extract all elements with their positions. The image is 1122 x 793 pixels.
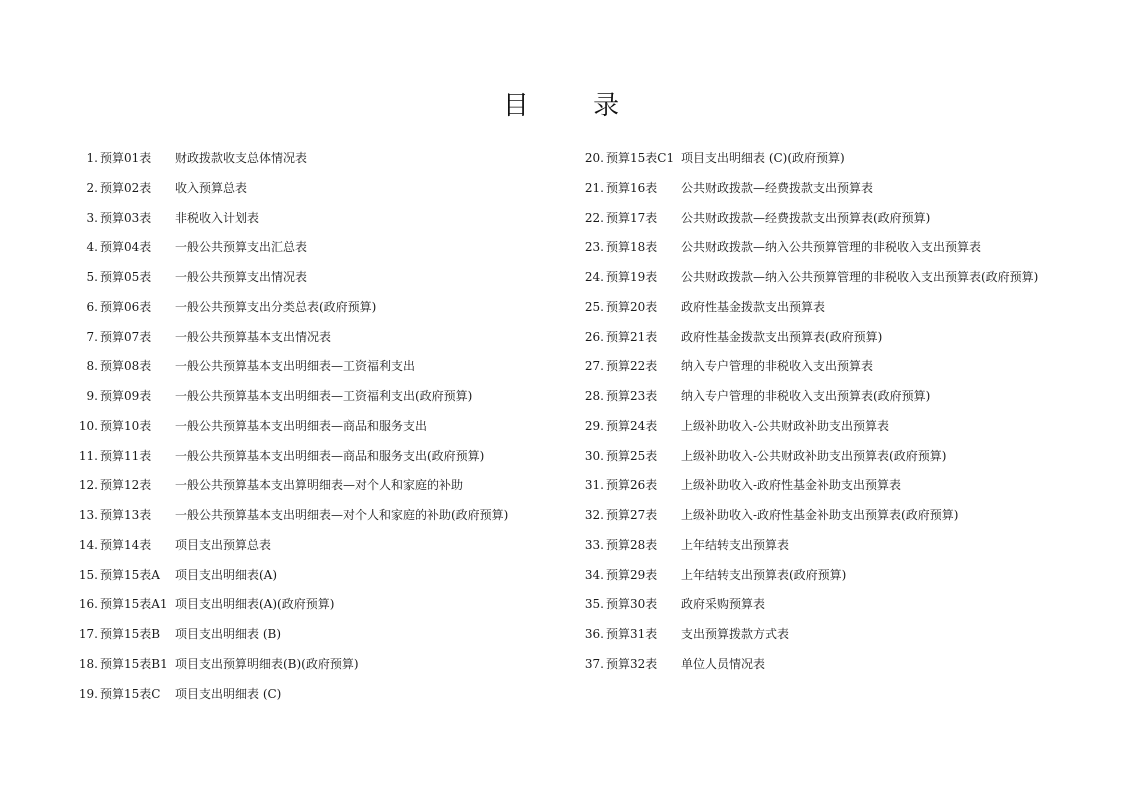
entry-number: 24. — [584, 270, 604, 284]
entry-number: 34. — [584, 567, 604, 582]
entry-title: 项目支出明细表(A) — [175, 567, 278, 582]
entry-title: 上年结转支出预算表 — [681, 537, 790, 552]
entry-title: 公共财政拨款—纳入公共预算管理的非税收入支出预算表(政府预算) — [681, 270, 1039, 284]
entry-table-code: 预算31表 — [606, 627, 658, 641]
toc-entry[interactable] — [72, 323, 552, 353]
entry-number: 32. — [584, 508, 604, 522]
page-title: 目 录 — [502, 91, 648, 121]
entry-number: 19. — [78, 686, 98, 701]
entry-table-code: 预算14表 — [100, 537, 152, 552]
entry-title: 一般公共预算支出分类总表(政府预算) — [175, 299, 377, 314]
entry-table-code: 预算19表 — [606, 270, 658, 284]
entry-number: 27. — [584, 359, 604, 374]
entry-table-code: 预算08表 — [100, 359, 152, 374]
toc-entry[interactable] — [578, 293, 1098, 323]
entry-number: 10. — [78, 418, 98, 433]
toc-entry[interactable] — [578, 561, 1098, 591]
entry-table-code: 预算18表 — [606, 240, 658, 255]
toc-entry[interactable] — [72, 352, 552, 382]
entry-title: 一般公共预算基本支出明细表—商品和服务支出(政府预算) — [175, 448, 485, 463]
entry-number: 11. — [78, 448, 98, 463]
entry-title: 政府采购预算表 — [681, 597, 766, 612]
entry-table-code: 预算30表 — [606, 597, 658, 612]
entry-table-code: 预算25表 — [606, 448, 658, 463]
toc-entry[interactable] — [578, 352, 1098, 382]
toc-entry[interactable] — [72, 650, 552, 680]
entry-number: 3. — [86, 210, 98, 225]
entry-table-code: 预算17表 — [606, 210, 658, 225]
entry-number: 8. — [86, 359, 98, 374]
entry-number: 12. — [78, 478, 98, 493]
entry-title: 收入预算总表 — [175, 180, 248, 195]
entry-title: 一般公共预算基本支出明细表—工资福利支出 — [175, 359, 416, 374]
entry-number: 5. — [86, 270, 98, 284]
entry-title: 一般公共预算基本支出情况表 — [175, 329, 332, 344]
entry-number: 23. — [584, 240, 604, 255]
entry-table-code: 预算13表 — [100, 508, 152, 522]
entry-number: 31. — [584, 478, 604, 493]
entry-title: 上级补助收入-政府性基金补助支出预算表 — [681, 478, 902, 493]
toc-left-column — [72, 144, 552, 709]
entry-number: 33. — [584, 537, 604, 552]
entry-number: 29. — [584, 418, 604, 433]
toc-entry[interactable] — [72, 293, 552, 323]
entry-table-code: 预算06表 — [100, 299, 152, 314]
entry-table-code: 预算24表 — [606, 418, 658, 433]
entry-title: 支出预算拨款方式表 — [681, 627, 790, 641]
entry-title: 上年结转支出预算表(政府预算) — [681, 567, 847, 582]
toc-entry[interactable] — [72, 144, 552, 174]
entry-number: 20. — [584, 151, 604, 165]
entry-number: 21. — [584, 180, 604, 195]
toc-entry[interactable] — [72, 620, 552, 650]
entry-title: 上级补助收入-政府性基金补助支出预算表(政府预算) — [681, 508, 959, 522]
entry-table-code: 预算07表 — [100, 329, 152, 344]
entry-number: 13. — [78, 508, 98, 522]
toc-entry[interactable] — [578, 233, 1098, 263]
entry-number: 6. — [86, 299, 98, 314]
toc-entry[interactable] — [72, 561, 552, 591]
entry-title: 政府性基金拨款支出预算表(政府预算) — [681, 329, 883, 344]
entry-number: 7. — [86, 329, 98, 344]
entry-number: 26. — [584, 329, 604, 344]
entry-number: 17. — [78, 627, 98, 641]
toc-entry[interactable] — [72, 204, 552, 234]
toc-entry[interactable] — [578, 471, 1098, 501]
entry-title: 项目支出明细表(A)(政府预算) — [175, 597, 335, 612]
toc-entry[interactable] — [72, 531, 552, 561]
toc-entry[interactable] — [578, 501, 1098, 531]
entry-title: 一般公共预算支出情况表 — [175, 270, 308, 284]
entry-table-code: 预算15表B1 — [100, 656, 168, 671]
entry-number: 2. — [86, 180, 98, 195]
entry-number: 22. — [584, 210, 604, 225]
toc-entry[interactable] — [578, 263, 1098, 293]
entry-title: 财政拨款收支总体情况表 — [175, 151, 308, 165]
entry-table-code: 预算03表 — [100, 210, 152, 225]
entry-number: 1. — [86, 151, 98, 165]
entry-table-code: 预算15表C — [100, 686, 161, 701]
entry-number: 14. — [78, 537, 98, 552]
entry-title: 公共财政拨款—纳入公共预算管理的非税收入支出预算表 — [681, 240, 982, 255]
entry-table-code: 预算15表C1 — [606, 151, 675, 165]
entry-title: 一般公共预算支出汇总表 — [175, 240, 308, 255]
entry-title: 公共财政拨款—经费拨款支出预算表 — [681, 180, 874, 195]
toc-entry[interactable] — [578, 412, 1098, 442]
entry-title: 一般公共预算基本支出明细表—商品和服务支出 — [175, 418, 428, 433]
toc-entry[interactable] — [72, 501, 552, 531]
entry-table-code: 预算23表 — [606, 389, 658, 403]
entry-title: 一般公共预算基本支出算明细表—对个人和家庭的补助 — [175, 478, 464, 493]
entry-table-code: 预算01表 — [100, 151, 152, 165]
entry-table-code: 预算15表A — [100, 567, 160, 582]
entry-table-code: 预算26表 — [606, 478, 658, 493]
entry-table-code: 预算16表 — [606, 180, 658, 195]
toc-entry[interactable] — [578, 204, 1098, 234]
entry-table-code: 预算12表 — [100, 478, 152, 493]
entry-number: 9. — [86, 389, 98, 403]
toc-entry[interactable] — [72, 442, 552, 472]
entry-title: 政府性基金拨款支出预算表 — [681, 299, 826, 314]
entry-number: 37. — [584, 656, 604, 671]
entry-table-code: 预算15表A1 — [100, 597, 168, 612]
entry-table-code: 预算04表 — [100, 240, 152, 255]
entry-number: 30. — [584, 448, 604, 463]
entry-table-code: 预算28表 — [606, 537, 658, 552]
entry-title: 项目支出明细表 (B) — [175, 627, 281, 641]
entry-title: 项目支出预算明细表(B)(政府预算) — [175, 656, 359, 671]
entry-table-code: 预算27表 — [606, 508, 658, 522]
entry-table-code: 预算09表 — [100, 389, 152, 403]
toc-entry[interactable] — [72, 382, 552, 412]
toc-entry[interactable] — [578, 144, 1098, 174]
entry-number: 35. — [584, 597, 604, 612]
entry-title: 非税收入计划表 — [175, 210, 260, 225]
entry-title: 一般公共预算基本支出明细表—工资福利支出(政府预算) — [175, 389, 473, 403]
entry-title: 项目支出预算总表 — [175, 537, 272, 552]
entry-table-code: 预算21表 — [606, 329, 658, 344]
entry-number: 25. — [584, 299, 604, 314]
toc-entry[interactable] — [578, 620, 1098, 650]
toc-entry[interactable] — [72, 263, 552, 293]
toc-entry[interactable] — [72, 471, 552, 501]
entry-table-code: 预算29表 — [606, 567, 658, 582]
entry-title: 项目支出明细表 (C)(政府预算) — [681, 151, 845, 165]
toc-entry[interactable] — [72, 233, 552, 263]
entry-title: 上级补助收入-公共财政补助支出预算表(政府预算) — [681, 448, 947, 463]
entry-table-code: 预算32表 — [606, 656, 658, 671]
entry-table-code: 预算15表B — [100, 627, 161, 641]
entry-number: 4. — [86, 240, 98, 255]
toc-right-column — [578, 144, 1098, 680]
entry-number: 18. — [78, 656, 98, 671]
entry-table-code: 预算20表 — [606, 299, 658, 314]
entry-table-code: 预算11表 — [100, 448, 152, 463]
entry-table-code: 预算02表 — [100, 180, 152, 195]
toc-entry[interactable] — [578, 174, 1098, 204]
toc-entry[interactable] — [578, 382, 1098, 412]
entry-title: 纳入专户管理的非税收入支出预算表(政府预算) — [681, 389, 931, 403]
toc-entry[interactable] — [72, 174, 552, 204]
entry-title: 项目支出明细表 (C) — [175, 686, 282, 701]
toc-entry[interactable] — [578, 442, 1098, 472]
entry-table-code: 预算10表 — [100, 418, 152, 433]
entry-table-code: 预算22表 — [606, 359, 658, 374]
entry-number: 36. — [584, 627, 604, 641]
toc-entry[interactable] — [578, 323, 1098, 353]
toc-entry[interactable] — [578, 650, 1098, 680]
toc-entry[interactable] — [72, 590, 552, 620]
entry-number: 16. — [78, 597, 98, 612]
entry-title: 纳入专户管理的非税收入支出预算表 — [681, 359, 874, 374]
toc-entry[interactable] — [578, 531, 1098, 561]
toc-entry[interactable] — [578, 590, 1098, 620]
entry-table-code: 预算05表 — [100, 270, 152, 284]
toc-entry[interactable] — [72, 680, 552, 710]
entry-number: 15. — [78, 567, 98, 582]
toc-entry[interactable] — [72, 412, 552, 442]
entry-title: 公共财政拨款—经费拨款支出预算表(政府预算) — [681, 210, 931, 225]
entry-number: 28. — [584, 389, 604, 403]
entry-title: 上级补助收入-公共财政补助支出预算表 — [681, 418, 890, 433]
entry-title: 单位人员情况表 — [681, 656, 766, 671]
entry-title: 一般公共预算基本支出明细表—对个人和家庭的补助(政府预算) — [175, 508, 509, 522]
